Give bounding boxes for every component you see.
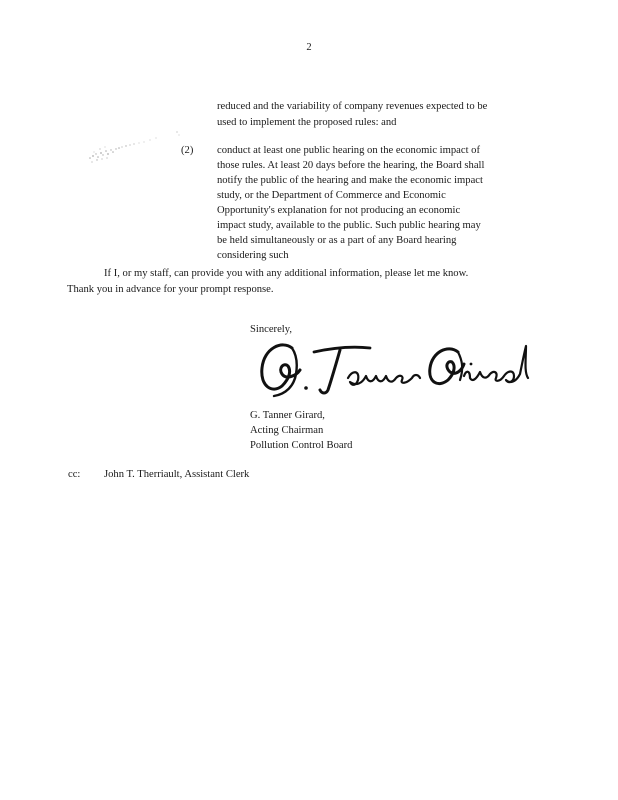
item-line: impact study, available to the public. Such public hearing may — [217, 220, 481, 231]
item-line: considering such — [217, 250, 289, 261]
signature-image — [252, 334, 542, 404]
received-stamp-mark — [84, 128, 184, 168]
item-line: Opportunity's explanation for not producing an economic — [217, 205, 461, 216]
continued-item-line: used to implement the proposed rules: and — [217, 117, 397, 128]
item-line: notify the public of the hearing and make the economic impact — [217, 175, 483, 186]
item-number: (2) — [181, 145, 194, 156]
cc-label: cc: — [68, 469, 81, 480]
signer-name: G. Tanner Girard, — [250, 410, 325, 421]
closing-paragraph-line: Thank you in advance for your prompt response. — [67, 284, 274, 295]
closing-salutation: Sincerely, — [250, 324, 292, 335]
item-line: be held simultaneously or as a part of any Board hearing — [217, 235, 457, 246]
continued-item-line: reduced and the variability of company revenues expected to be — [217, 101, 488, 112]
page-number: 2 — [306, 42, 312, 53]
closing-paragraph-line: If I, or my staff, can provide you with any additional information, please let me know. — [104, 268, 469, 279]
item-line: conduct at least one public hearing on the economic impact of — [217, 145, 480, 156]
signer-organization: Pollution Control Board — [250, 440, 353, 451]
item-line: study, or the Department of Commerce and Economic — [217, 190, 446, 201]
item-line: those rules. At least 20 days before the hearing, the Board shall — [217, 160, 485, 171]
signer-title: Acting Chairman — [250, 425, 324, 436]
cc-recipient: John T. Therriault, Assistant Clerk — [104, 469, 250, 480]
